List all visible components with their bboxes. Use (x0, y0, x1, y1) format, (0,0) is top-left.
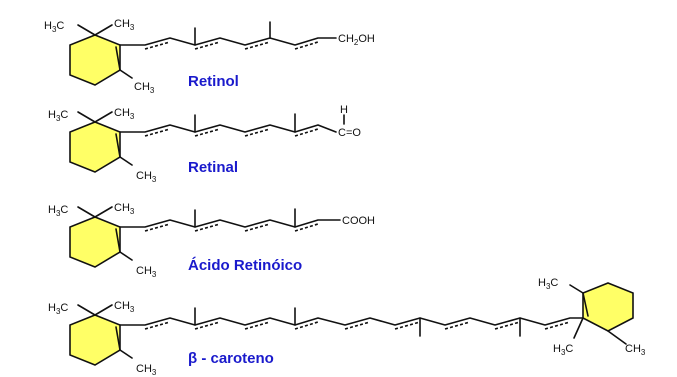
cyclohexene-ring (70, 122, 120, 172)
molecule-name: Retinol (188, 73, 239, 90)
molecule-retinoic-acid (48, 202, 375, 279)
methyl-label: $H_3C$ (48, 109, 69, 123)
molecule-retinal (48, 104, 361, 184)
cyclohexene-ring (70, 35, 120, 85)
end-group-label: $CH_2OH$ (338, 33, 375, 47)
aldehyde-h-label: H (340, 104, 348, 116)
methyl-label: $CH_3$ (114, 202, 135, 216)
molecule-beta-carotene (48, 277, 646, 377)
methyl-label: $CH_3$ (136, 170, 157, 184)
molecule-name: Retinal (188, 159, 239, 176)
methyl-label: $H_3C$ (553, 343, 574, 357)
methyl-label: $CH_3$ (114, 18, 135, 32)
polyene-chain (120, 318, 583, 325)
molecule-name: β - caroteno (188, 350, 274, 367)
methyl-label: $H_3C$ (538, 277, 559, 291)
molecule-name: Ácido Retinóico (188, 257, 303, 274)
cyclohexene-ring-left (70, 315, 120, 365)
methyl-label: $CH_3$ (114, 300, 135, 314)
molecule-retinol (44, 18, 375, 95)
methyl-label: $H_3C$ (48, 302, 69, 316)
polyene-chain (120, 220, 340, 227)
polyene-chain (120, 125, 336, 132)
cyclohexene-ring (70, 217, 120, 267)
end-group-label: C=O (338, 127, 361, 139)
methyl-label: $H_3C$ (48, 204, 69, 218)
end-group-label: COOH (342, 215, 375, 227)
methyl-label: $CH_3$ (136, 363, 157, 377)
methyl-label: $CH_3$ (136, 265, 157, 279)
methyl-label: $CH_3$ (114, 107, 135, 121)
polyene-chain (120, 38, 336, 45)
cyclohexene-ring-right (583, 283, 633, 331)
methyl-label: $H_3C$ (44, 20, 65, 34)
methyl-label: $CH_3$ (625, 343, 646, 357)
methyl-label: $CH_3$ (134, 81, 155, 95)
